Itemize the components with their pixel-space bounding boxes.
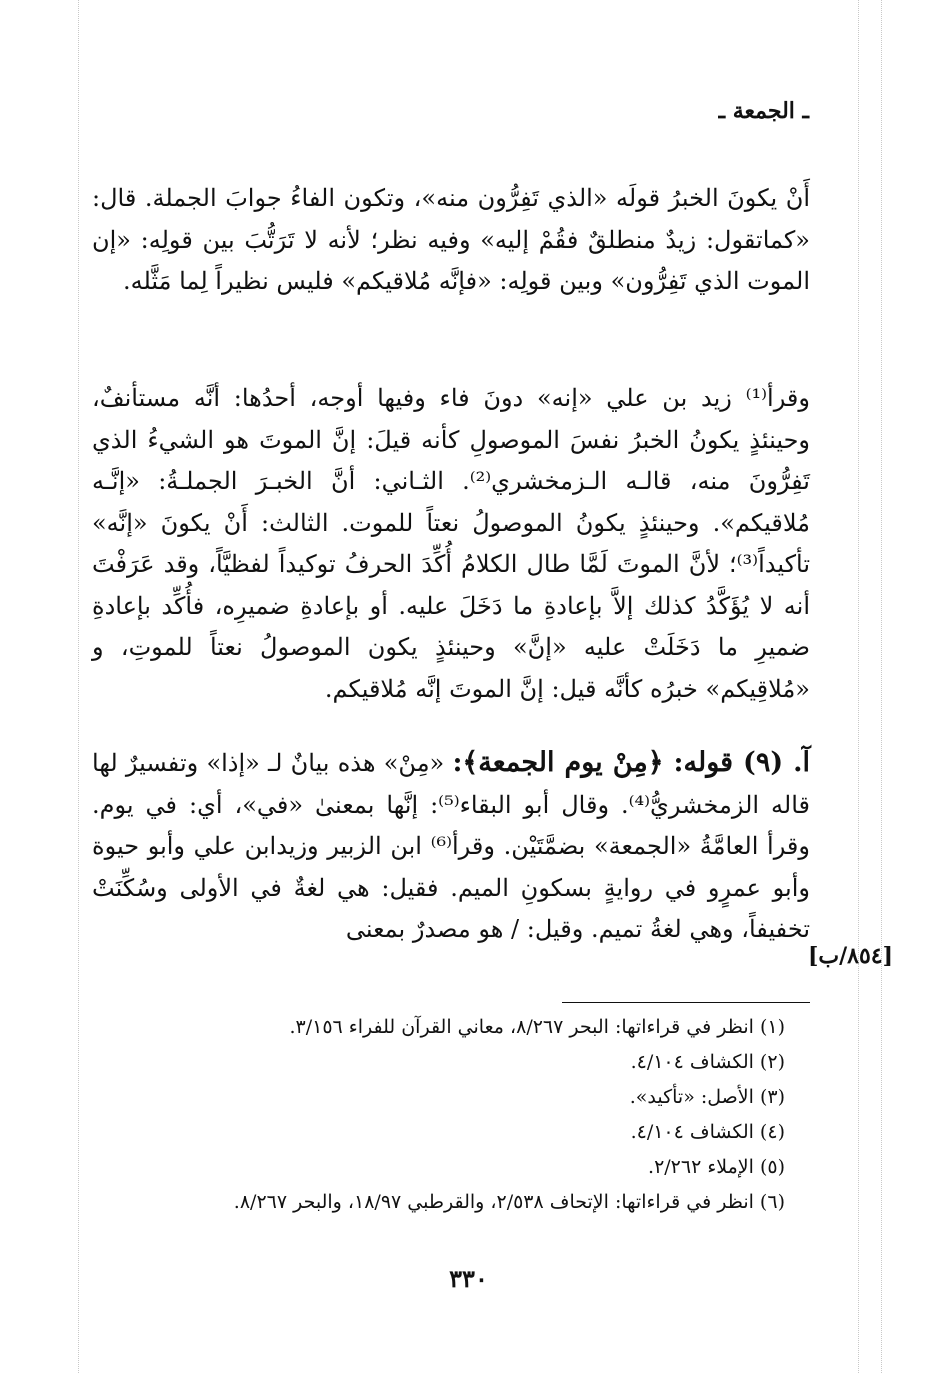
verse-heading: آ. (٩) قوله: ﴿مِنْ يوم الجمعة﴾: (452, 747, 810, 778)
running-header: ـ الجمعة ـ (718, 98, 809, 124)
manuscript-folio-note: [٨٥٤/ب] (808, 943, 894, 969)
paragraph-1 (92, 178, 810, 303)
paragraph-2-text: وقرأ⁽¹⁾ زيد بن علي «إنه» دونَ فاء وفيها أوجه، أحدُها: أنَّه مستأنفٌ، وحينئذٍ يكونُ الخبرُ نفسَ الموصولِ كأنه قيلَ: إنَّ الموتَ هو الشيءُ الذي تَفِرُّونَ منه، قالـه الـزمخشري⁽²⁾. الثـاني: أنَّ الخبـرَ الجملـةُ: «إنَّـه مُلاقيكم». وحينئذٍ يكونُ الموصولُ نعتاً للموت. الثالث: أَنْ يكونَ «إنَّه» تأكيداً⁽³⁾؛ لأنَّ الموتَ لَمَّا طال الكلامُ أُكِّدَ الحرفُ توكيداً لفظيَّاً، وقد عَرَفْتَ أنه لا يُؤَكَّدُ كذلك إلاَّ بإعادةِ ما دَخَلَ عليه. أو بإعادةِ ضميرِه، فأُكِّد بإعادةِ ضميرِ ما دَخَلَتْ عليه «إنَّ» وحينئذٍ يكون الموصولُ نعتاً للموتِ، و «مُلاقِيكم» خبرُه كأنَّه قيل: إنَّ الموتَ إنَّه مُلاقيكم. (92, 384, 810, 703)
footnote-5: (٥) الإملاء ٢/٢٦٢. (648, 1156, 785, 1178)
scan-dotted-line (858, 0, 859, 1373)
paragraph-3-text (92, 742, 810, 951)
footnote-6: (٦) انظر في قراءاتها: الإتحاف ٢/٥٣٨، والقرطبي ١٨/٩٧، والبحر ٨/٢٦٧. (233, 1191, 785, 1213)
footnote-4: (٤) الكشاف ٤/١٠٤. (630, 1121, 785, 1143)
paragraph-1-text: أَنْ يكونَ الخبرُ قولَه «الذي تَفِرُّون منه»، وتكون الفاءُ جوابَ الجملة. قال: «كماتقول: زيدٌ منطلقٌ فقُمْ إليه» وفيه نظر؛ لأنه لا تَرَتُّبَ بين قولِه: «إن الموت الذي تَفِرُّون» وبين قولِه: «فإنَّه مُلاقيكم» فليس نظيراً لِما مَثَّله. (92, 184, 810, 295)
footnote-1: (١) انظر في قراءاتها: البحر ٨/٢٦٧، معاني القرآن للفراء ٣/١٥٦. (289, 1016, 785, 1038)
paragraph-2 (92, 378, 810, 710)
scan-dotted-line (881, 0, 882, 1373)
paragraph-3-body: «مِنْ» هذه بيانٌ لـ «إذا» وتفسيرٌ لها قاله الزمخشريُّ⁽⁴⁾. وقال أبو البقاء⁽⁵⁾: إنَّها بمعنىٰ «في»، أي: في يوم. وقرأ العامَّةُ «الجمعة» بضمَّتَيْن. وقرأ⁽⁶⁾ ابن الزبير وزيدابن علي وأبو حيوة وأبو عمرٍو في روايةٍ بسكونِ الميم. فقيل: هي لغةٌ في الأولى وسُكِّنَتْ تخفيفاً، وهي لغةُ تميم. وقيل: / هو مصدرٌ بمعنى (92, 749, 810, 943)
footnote-3: (٣) الأصل: «تأكيد». (629, 1086, 785, 1108)
page-number: ٣٣٠ (449, 1264, 488, 1293)
footnote-divider (562, 1002, 810, 1003)
footnotes (110, 1010, 785, 1220)
scan-dotted-line (78, 0, 79, 1373)
footnote-2: (٢) الكشاف ٤/١٠٤. (630, 1051, 785, 1073)
paragraph-3 (92, 742, 810, 951)
